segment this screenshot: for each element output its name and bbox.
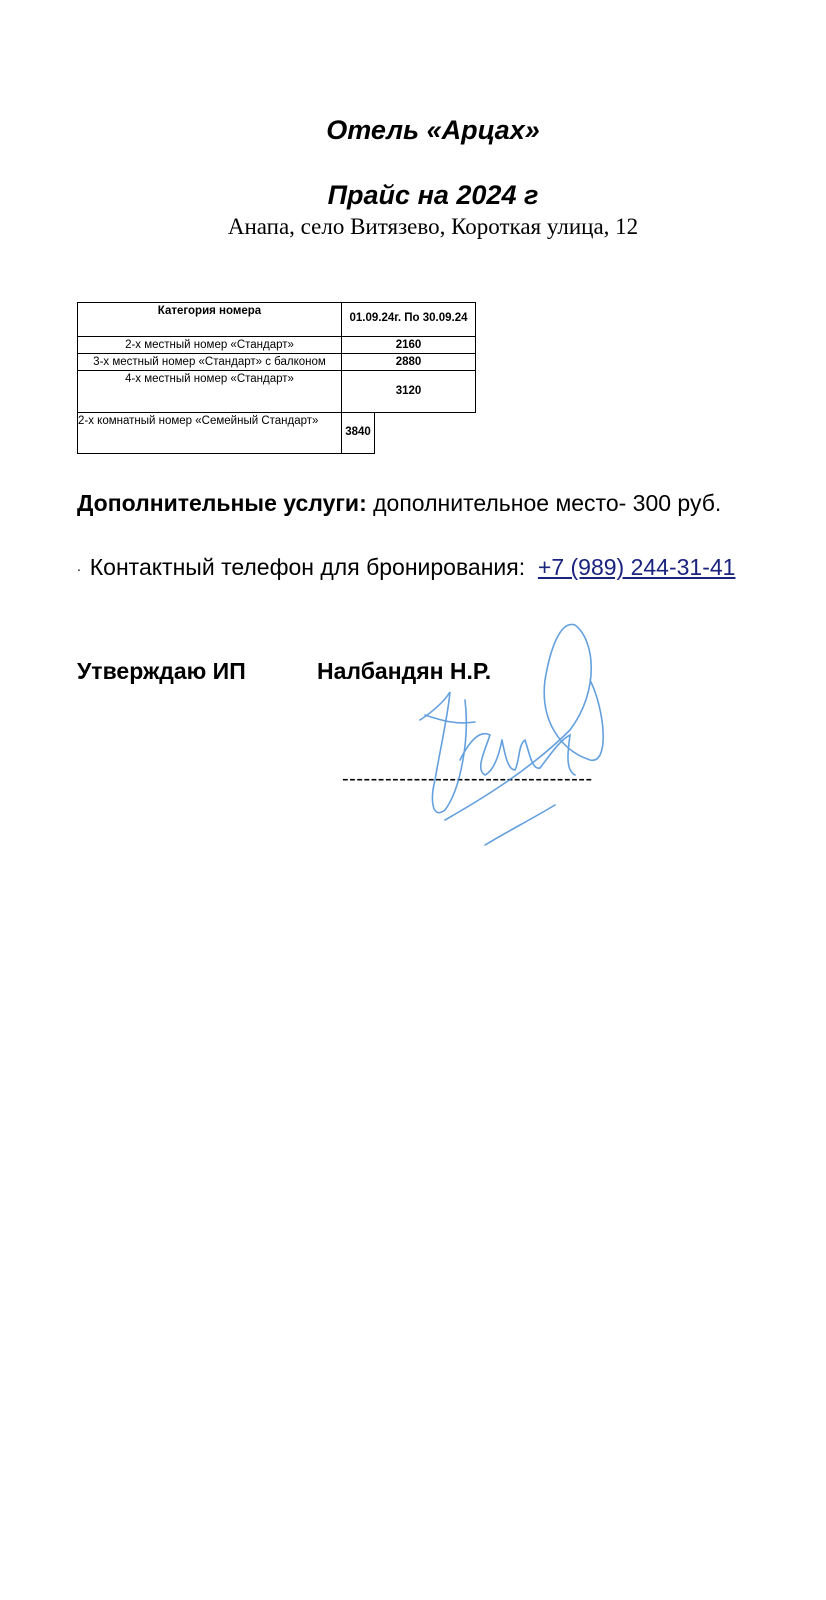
table-row-price: 2880 (341, 353, 476, 371)
approval-line (77, 658, 246, 685)
table-row-price: 3120 (341, 370, 476, 413)
additional-services (77, 490, 721, 517)
hotel-title: Отель «Арцах» (326, 115, 540, 145)
services-text: дополнительное место- 300 руб. (366, 490, 722, 516)
table-row-category: 4-х местный номер «Стандарт» (77, 370, 342, 413)
stray-dot: . (77, 558, 81, 574)
services-label: Дополнительные услуги: (77, 490, 367, 516)
approver-name: Налбандян Н.Р. (317, 658, 492, 684)
contact-line (77, 527, 735, 581)
table-row-price: 3840 (341, 412, 375, 454)
table-row-category: 2-х местный номер «Стандарт» (77, 336, 342, 354)
table-row-category: 3-х местный номер «Стандарт» с балконом (77, 353, 342, 371)
signature-line: ----------------------------------- (342, 768, 593, 790)
table-header-period: 01.09.24г. По 30.09.24 (341, 302, 476, 337)
contact-label: Контактный телефон для бронирования: (89, 554, 538, 580)
table-header-category: Категория номера (77, 302, 342, 337)
table-row-price: 2160 (341, 336, 476, 354)
handwritten-signature (400, 620, 640, 860)
price-title: Прайс на 2024 г (327, 180, 539, 210)
phone-link[interactable]: +7 (989) 244-31-41 (537, 554, 736, 580)
table-row-category: 2-х комнатный номер «Семейный Стандарт» (77, 412, 342, 454)
hotel-address: Анапа, село Витязево, Короткая улица, 12 (227, 214, 639, 239)
approval-label: Утверждаю ИП (77, 658, 246, 684)
